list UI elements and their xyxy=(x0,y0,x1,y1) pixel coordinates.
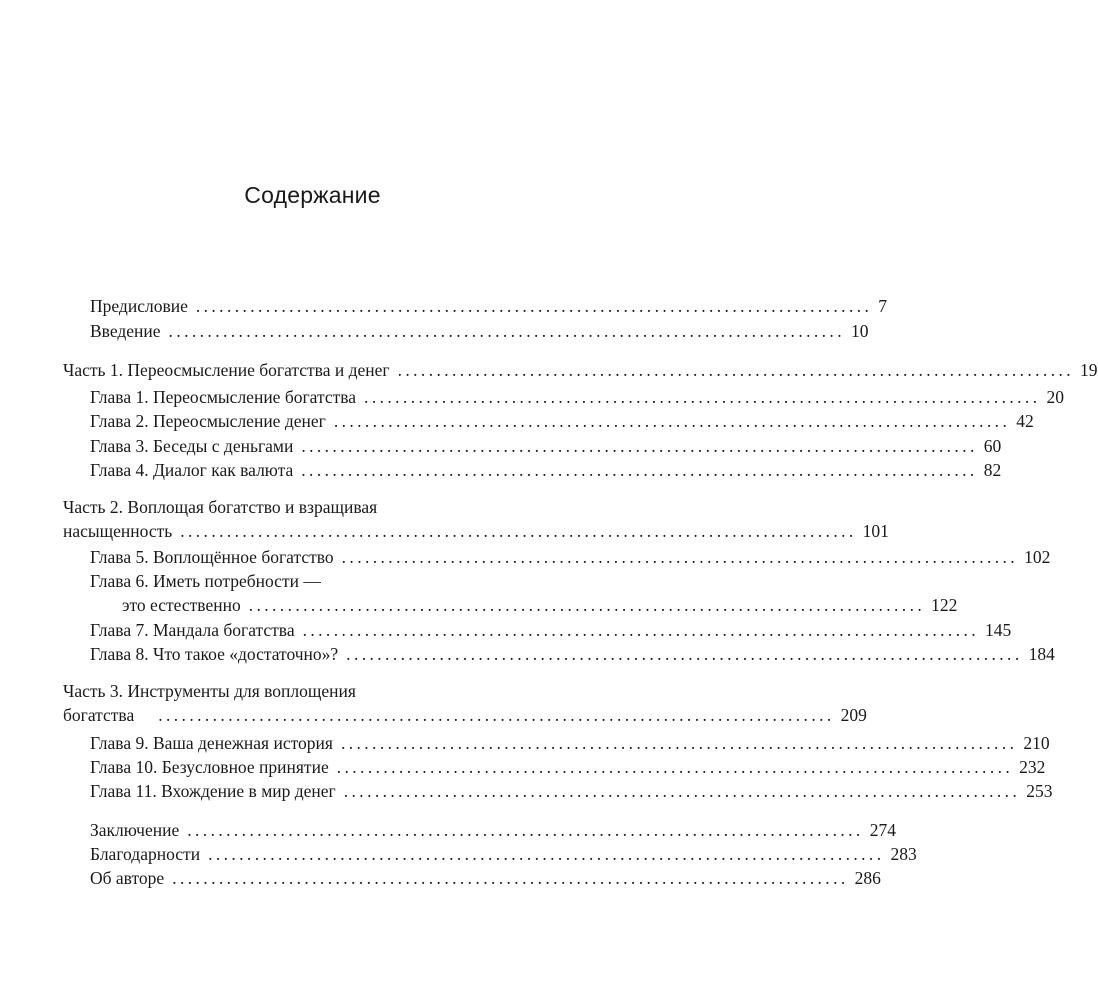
leader-dots: ....................................................................................... xyxy=(180,521,857,541)
toc-chapter-label: Глава 4. Диалог как валюта xyxy=(90,460,294,480)
toc-chapter-label: Глава 10. Безусловное принятие xyxy=(90,757,329,777)
toc-entry-preface[interactable] xyxy=(90,294,888,318)
toc-entry-label: Благодарности xyxy=(90,844,201,864)
toc-chapter-8[interactable] xyxy=(90,642,1055,666)
toc-chapter-3[interactable] xyxy=(90,434,1002,458)
toc-chapter-label: Глава 7. Мандала богатства xyxy=(90,620,295,640)
toc-chapter-page: 184 xyxy=(1028,644,1055,664)
leader-dots: ....................................................................................... xyxy=(208,844,885,864)
toc-part-2-label-line1[interactable]: Часть 2. Воплощая богатство и взращивая xyxy=(63,497,378,517)
toc-part-2[interactable] xyxy=(63,519,889,543)
toc-chapter-page: 60 xyxy=(983,436,1002,456)
toc-part-label: насыщенность xyxy=(63,521,173,541)
toc-chapter-page: 122 xyxy=(931,595,958,615)
leader-dots: ....................................................................................... xyxy=(187,820,864,840)
toc-entry-page: 286 xyxy=(854,868,881,888)
leader-dots: ....................................................................................... xyxy=(340,733,1018,753)
leader-dots: ....................................................................................... xyxy=(397,360,1075,380)
toc-chapter-label: Глава 2. Переосмысление денег xyxy=(90,411,326,431)
toc-chapter-7[interactable] xyxy=(90,618,1012,642)
page-title: Содержание xyxy=(244,182,381,208)
toc-part-page: 19 xyxy=(1080,360,1098,380)
toc-chapter-label: Глава 3. Беседы с деньгами xyxy=(90,436,294,456)
toc-entry-conclusion[interactable] xyxy=(90,818,896,842)
toc-part-page: 101 xyxy=(862,521,889,541)
toc-chapter-4[interactable] xyxy=(90,458,1002,482)
leader-dots: ....................................................................................... xyxy=(248,595,926,615)
toc-part-label: богатства xyxy=(63,705,135,725)
leader-dots: ....................................................................................... xyxy=(341,547,1019,567)
toc-chapter-1[interactable] xyxy=(90,385,1064,409)
toc-entry-page: 10 xyxy=(850,321,869,341)
toc-chapter-11[interactable] xyxy=(90,779,1053,803)
toc-chapter-page: 232 xyxy=(1019,757,1046,777)
toc-entry-page: 274 xyxy=(869,820,896,840)
toc-entry-label: Заключение xyxy=(90,820,180,840)
toc-chapter-page: 20 xyxy=(1046,387,1064,407)
toc-chapter-10[interactable] xyxy=(90,755,1046,779)
toc-entry-page: 7 xyxy=(878,296,888,316)
toc-chapter-label: Глава 5. Воплощённое богатство xyxy=(90,547,334,567)
toc-entry-label: Предисловие xyxy=(90,296,188,316)
toc-entry-label: Введение xyxy=(90,321,161,341)
toc-chapter-label: Глава 1. Переосмысление богатства xyxy=(90,387,357,407)
leader-dots: ....................................................................................... xyxy=(301,460,978,480)
toc-part-1[interactable] xyxy=(63,358,1098,382)
toc-chapter-page: 82 xyxy=(983,460,1002,480)
toc-entry-label: Об авторе xyxy=(90,868,165,888)
toc-chapter-label: Глава 8. Что такое «достаточно»? xyxy=(90,644,339,664)
toc-chapter-page: 102 xyxy=(1024,547,1051,567)
toc-chapter-6[interactable] xyxy=(122,593,958,617)
toc-chapter-label: Глава 9. Ваша денежная история xyxy=(90,733,333,753)
leader-dots: ....................................................................................... xyxy=(333,411,1011,431)
toc-part-3[interactable] xyxy=(63,703,867,727)
leader-dots: ....................................................................................... xyxy=(158,705,835,725)
toc-entry-page: 283 xyxy=(890,844,917,864)
leader-dots: ....................................................................................... xyxy=(301,436,978,456)
leader-dots: ....................................................................................... xyxy=(343,781,1021,801)
toc-chapter-page: 210 xyxy=(1023,733,1050,753)
leader-dots: ....................................................................................... xyxy=(346,644,1023,664)
toc-entry-introduction[interactable] xyxy=(90,319,869,343)
toc-chapter-page: 42 xyxy=(1016,411,1034,431)
toc-entry-about-author[interactable] xyxy=(90,866,881,890)
toc-chapter-label: Глава 11. Вхождение в мир денег xyxy=(90,781,336,801)
toc-chapter-page: 253 xyxy=(1026,781,1053,801)
leader-dots: ....................................................................................... xyxy=(172,868,849,888)
leader-dots: ....................................................................................... xyxy=(195,296,873,316)
toc-part-3-label-line1[interactable]: Часть 3. Инструменты для воплощения xyxy=(63,681,356,701)
leader-dots: ....................................................................................... xyxy=(168,321,845,341)
toc-chapter-2[interactable] xyxy=(90,409,1034,433)
toc-chapter-6-label-line1[interactable]: Глава 6. Иметь потребности — xyxy=(90,571,321,591)
toc-chapter-page: 145 xyxy=(985,620,1012,640)
leader-dots: ....................................................................................... xyxy=(336,757,1014,777)
toc-part-page: 209 xyxy=(840,705,867,725)
toc-chapter-9[interactable] xyxy=(90,731,1050,755)
toc-chapter-5[interactable] xyxy=(90,545,1051,569)
toc-chapter-label: это естественно xyxy=(122,595,241,615)
leader-dots: ....................................................................................... xyxy=(364,387,1041,407)
leader-dots: ....................................................................................... xyxy=(302,620,980,640)
toc-entry-acknowledgements[interactable] xyxy=(90,842,917,866)
toc-part-label: Часть 1. Переосмысление богатства и денег xyxy=(63,360,390,380)
